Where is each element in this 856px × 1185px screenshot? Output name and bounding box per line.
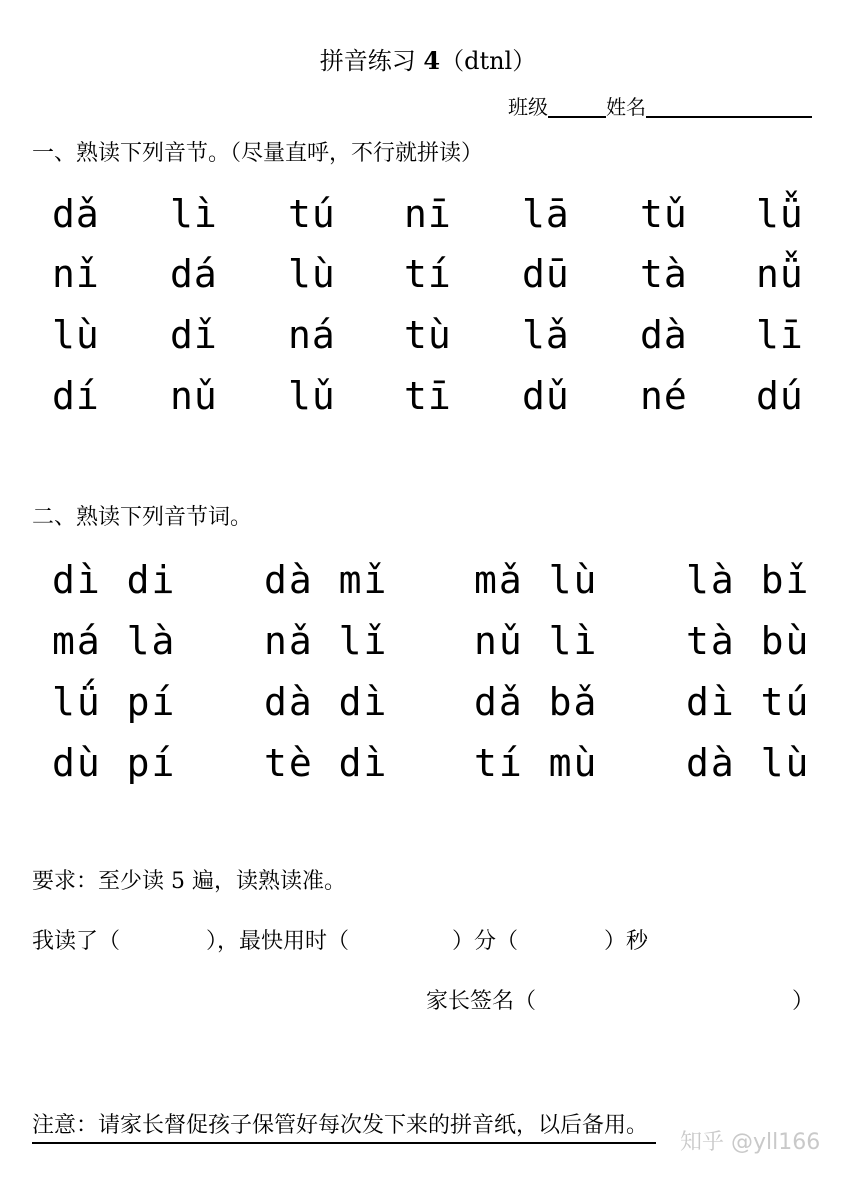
class-label: 班级	[508, 95, 548, 119]
section1-heading: 一、熟读下列音节。（尽量直呼，不行就拼读）	[32, 141, 484, 166]
section2-heading: 二、熟读下列音节词。	[32, 505, 253, 530]
syllable: lù	[288, 252, 336, 296]
syllable-word: mǎ lù	[474, 558, 599, 602]
name-blank	[646, 94, 812, 118]
syllable-word: dǎ bǎ	[474, 680, 599, 724]
syllable: dú	[756, 374, 804, 418]
syllable: lā	[522, 192, 570, 236]
syllable: dá	[170, 252, 218, 296]
syllable-word: dù pí	[52, 741, 177, 785]
syllable-word: nǎ lǐ	[264, 619, 389, 663]
syllable: lǚ	[756, 192, 804, 236]
title-suffix: （dtnl）	[440, 47, 537, 75]
syllable: nǔ	[170, 374, 218, 418]
syllable: tà	[640, 252, 688, 296]
syllable: lù	[52, 313, 100, 357]
syllable-word: dà dì	[264, 680, 389, 724]
syllable: dū	[522, 252, 570, 296]
syllable: ná	[288, 313, 336, 357]
parent-signature-close: ）	[792, 989, 815, 1014]
seconds-label: ）秒	[604, 929, 649, 954]
fastest-time-label: ），最快用时（	[206, 929, 350, 954]
syllable: nǚ	[756, 252, 804, 296]
syllable: dǐ	[170, 313, 218, 357]
syllable: dà	[640, 313, 688, 357]
read-times-label: 我读了（	[32, 929, 121, 954]
syllable-word: dà lù	[686, 741, 811, 785]
syllable-word: lǘ pí	[52, 680, 177, 724]
syllable: lī	[756, 313, 804, 357]
syllable-word: dì di	[52, 558, 177, 602]
syllable: dǔ	[522, 374, 570, 418]
page-title	[0, 44, 856, 78]
syllable: nǐ	[52, 252, 100, 296]
minutes-label: ）分（	[452, 929, 519, 954]
syllable: lì	[170, 192, 218, 236]
name-label: 姓名	[606, 95, 646, 119]
syllable-word: tí mù	[474, 741, 599, 785]
syllable: dí	[52, 374, 100, 418]
requirement-text: 要求：至少读 5 遍，读熟读准。	[32, 869, 346, 894]
syllable: tǔ	[640, 192, 688, 236]
syllable: tī	[404, 374, 452, 418]
syllable: né	[640, 374, 688, 418]
syllable: dǎ	[52, 192, 100, 236]
syllable: lǎ	[522, 313, 570, 357]
syllable-word: dà mǐ	[264, 558, 389, 602]
syllable: lǔ	[288, 374, 336, 418]
title-prefix: 拼音练习	[319, 47, 416, 75]
class-name-line	[508, 92, 812, 122]
syllable-word: nǔ lì	[474, 619, 599, 663]
syllable-word: dì tú	[686, 680, 811, 724]
note-text: 注意：请家长督促孩子保管好每次发下来的拼音纸，以后备用。	[32, 1110, 656, 1144]
watermark: 知乎 @yll166	[680, 1130, 821, 1155]
parent-signature-label: 家长签名（	[426, 989, 537, 1014]
syllable-word: tè dì	[264, 741, 389, 785]
syllable-word: tà bù	[686, 619, 811, 663]
class-blank	[548, 94, 606, 118]
syllable: tí	[404, 252, 452, 296]
syllable: tù	[404, 313, 452, 357]
syllable-word: là bǐ	[686, 558, 811, 602]
syllable: tú	[288, 192, 336, 236]
syllable: nī	[404, 192, 452, 236]
title-number: 4	[423, 46, 441, 75]
syllable-word: má là	[52, 619, 177, 663]
